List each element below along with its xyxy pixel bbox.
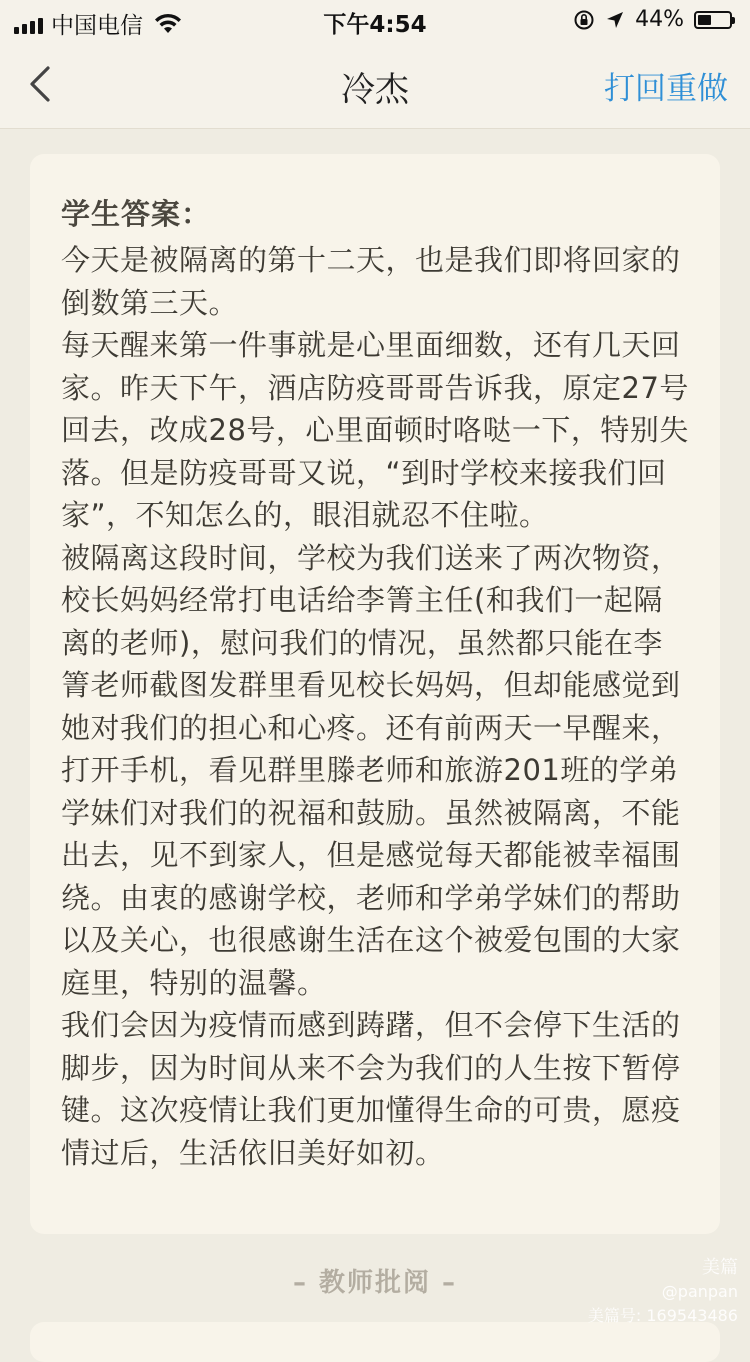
answer-paragraph: 被隔离这段时间，学校为我们送来了两次物资，校长妈妈经常打电话给李箐主任(和我们一起隔离的老师)，慰问我们的情况，虽然都只能在李箐老师截图发群里看见校长妈妈，但却能感觉到她对我们的担心和心疼。还有前两天一早醒来，打开手机，看见群里滕老师和旅游201班的学弟学妹们对我们的祝福和鼓励。虽然被隔离，不能出去，见不到家人，但是感觉每天都能被幸福围绕。由衷的感谢学校，老师和学弟学妹们的帮助以及关心，也很感谢生活在这个被爱包围的大家庭里，特别的温馨。 bbox=[61, 540, 681, 1000]
answer-paragraph: 我们会因为疫情而感到踌躇，但不会停下生活的脚步，因为时间从来不会为我们的人生按下暂停键。这次疫情让我们更加懂得生命的可贵，愿疫情过后，生活依旧美好如初。 bbox=[61, 1008, 681, 1170]
watermark-brand: 美篇 bbox=[702, 1257, 738, 1278]
page-title: 冷杰 bbox=[341, 70, 409, 110]
location-arrow-icon bbox=[605, 10, 625, 30]
battery-percent: 44% bbox=[635, 7, 684, 32]
watermark bbox=[588, 1256, 738, 1328]
teacher-review-card bbox=[30, 1322, 720, 1362]
battery-icon bbox=[694, 11, 732, 29]
watermark-id: 美篇号: 169543486 bbox=[587, 1306, 738, 1325]
answer-paragraph: 每天醒来第一件事就是心里面细数，还有几天回家。昨天下午，酒店防疫哥哥告诉我，原定27号回去，改成28号，心里面顿时咯哒一下，特别失落。但是防疫哥哥又说，“到时学校来接我们回家”，不知怎么的，眼泪就忍不住啦。 bbox=[61, 328, 689, 532]
status-bar bbox=[0, 0, 750, 40]
answer-label: 学生答案： bbox=[61, 197, 212, 231]
carrier-name: 中国电信 bbox=[51, 13, 143, 39]
rotation-lock-icon bbox=[573, 9, 595, 31]
nav-bar bbox=[0, 40, 750, 129]
student-answer-card bbox=[30, 154, 720, 1234]
teacher-review-heading: – 教师批阅 – bbox=[292, 1268, 458, 1298]
watermark-handle: @panpan bbox=[661, 1282, 738, 1301]
status-right bbox=[573, 7, 732, 32]
return-redo-button[interactable]: 打回重做 bbox=[604, 71, 728, 107]
answer-paragraph: 今天是被隔离的第十二天，也是我们即将回家的倒数第三天。 bbox=[61, 243, 681, 320]
status-time: 下午4:54 bbox=[323, 12, 427, 38]
